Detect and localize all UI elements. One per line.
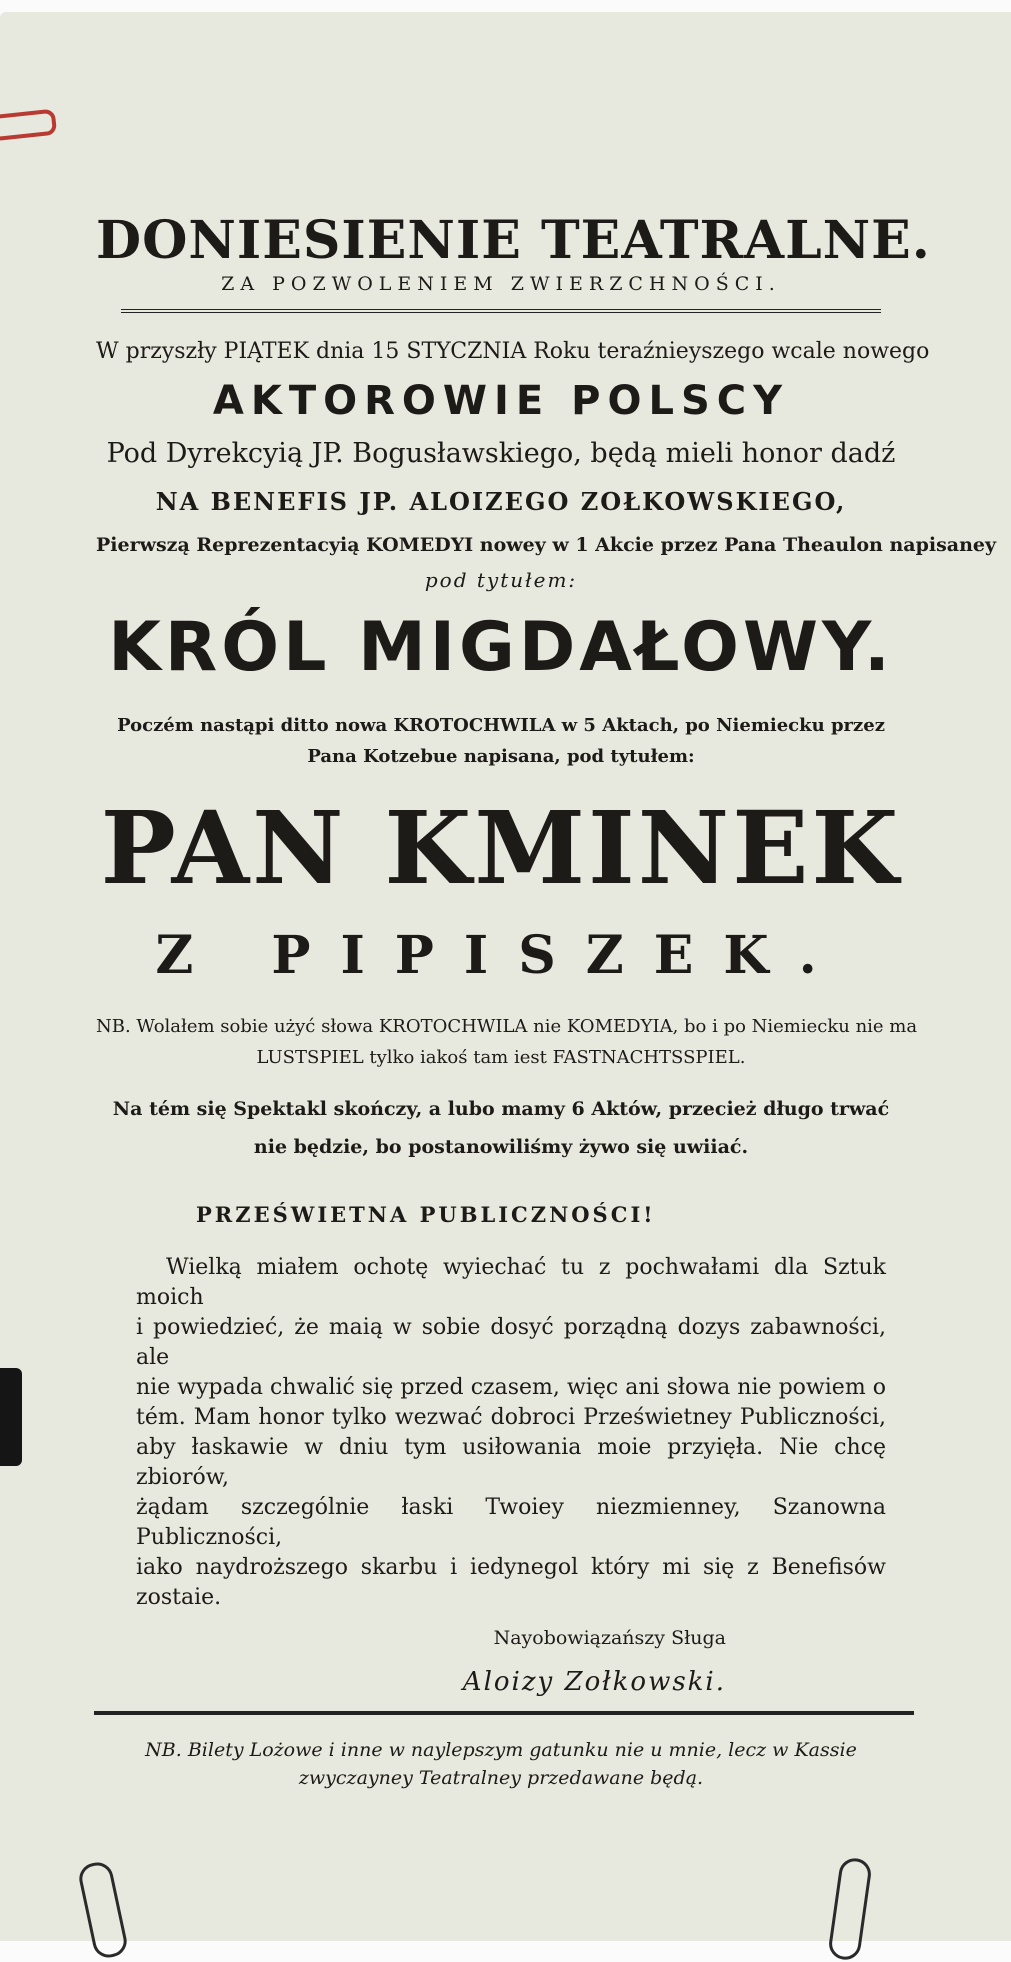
actors-heading: AKTOROWIE POLSCY: [212, 378, 790, 424]
first-performance-line: Pierwszą Reprezentacyią KOMEDYI nowey w 1 Akcie przez Pana Theaulon napisaney: [96, 534, 997, 556]
then-line-2: Pana Kotzebue napisana, pod tytułem:: [307, 746, 695, 767]
greeting: PRZEŚWIETNA PUBLICZNOŚCI!: [196, 1202, 656, 1227]
spectacle-line-2: nie będzie, bo postanowiliśmy żywo się uwiiać.: [253, 1136, 749, 1158]
address-paragraph: [136, 1253, 886, 1613]
signature-name: Aloizy Zołkowski.: [462, 1667, 726, 1697]
binder-tab: [0, 1368, 22, 1466]
under-title-label: pod tytułem:: [424, 568, 578, 592]
poster-subtitle: ZA POZWOLENIEM ZWIERZCHNOŚCI.: [221, 273, 781, 295]
paragraph-line: Wielką miałem ochotę wyiechać tu z pochwałami dla Sztuk moich: [136, 1255, 886, 1310]
poster-title: DONIESIENIE TEATRALNE.: [96, 210, 931, 271]
paragraph-line: aby łaskawie w dniu tym usiłowania moie przyięła. Nie chcę zbiorów,: [136, 1435, 886, 1490]
nb-note: [96, 1016, 918, 1068]
direction-line: Pod Dyrekcyią JP. Bogusławskiego, będą mieli honor dadź: [106, 438, 896, 469]
nb-line-2: LUSTSPIEL tylko iakoś tam iest FASTNACHTSSPIEL.: [256, 1047, 746, 1068]
paragraph-line: i powiedzieć, że maią w sobie dosyć porządną dozys zabawności, ale: [136, 1315, 886, 1370]
paragraph-line: nie wypada chwalić się przed czasem, więc ani słowa nie powiem o: [136, 1375, 886, 1400]
paragraph-line: żądam szczególnie łaski Twoiey niezmienney, Szanowna Publiczności,: [136, 1495, 886, 1550]
then-line-1: Poczém nastąpi ditto nowa KROTOCHWILA w 5 Aktach, po Niemiecku przez: [117, 715, 885, 736]
footer-line-2: zwyczayney Teatralney przedawane będą.: [298, 1767, 704, 1789]
footer-line-1: NB. Bilety Lożowe i inne w naylepszym gatunku nie u mnie, lecz w Kassie: [145, 1739, 857, 1761]
spectacle-line-1: Na tém się Spektakl skończy, a lubo mamy 6 Aktów, przecież długo trwać: [112, 1098, 890, 1120]
announcement-line: W przyszły PIĄTEK dnia 15 STYCZNIA Roku teraźnieyszego wcale nowego: [96, 339, 930, 364]
bottom-rule: [94, 1711, 914, 1715]
benefit-line: NA BENEFIS JP. ALOIZEGO ZOŁKOWSKIEGO,: [155, 487, 847, 516]
nb-line-1: NB. Wolałem sobie użyć słowa KROTOCHWILA nie KOMEDYIA, bo i po Niemiecku nie ma: [96, 1016, 918, 1037]
signature-title: Nayobowiązańszy Sługa: [493, 1627, 726, 1649]
ornamental-rule: [121, 309, 881, 317]
paragraph-line: iako naydroższego skarbu i iedynegol który mi się z Benefisów zostaie.: [136, 1555, 886, 1610]
play2-title: PAN KMINEK: [100, 789, 902, 907]
footer-note: [96, 1739, 906, 1789]
play1-title: KRÓL MIGDAŁOWY.: [108, 608, 894, 687]
poster-content: [96, 200, 997, 1789]
play2-subtitle: Z PIPISZEK.: [155, 925, 847, 986]
spectacle-note: [96, 1098, 906, 1158]
paragraph-line: tém. Mam honor tylko wezwać dobroci Prześwietney Publiczności,: [136, 1405, 886, 1430]
